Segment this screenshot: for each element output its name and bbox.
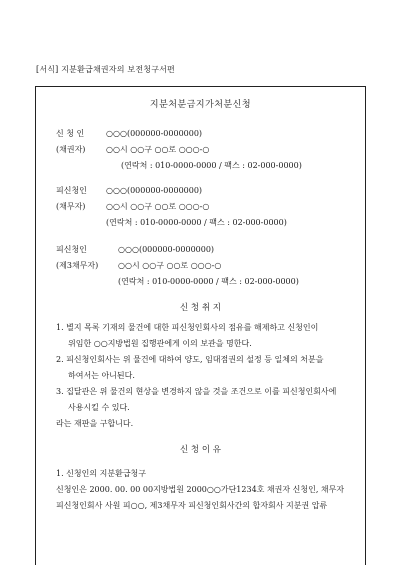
party-role-sub: (제3채무자) <box>56 261 99 270</box>
party-contact: (연락처 : 010-0000-0000 / 팩스 : 02-000-0000) <box>106 218 287 227</box>
party-role: 피신청인 <box>56 186 87 195</box>
party-address: ○○시 ○○구 ○○로 ○○○-○ <box>106 202 210 211</box>
reason-line: 피신청인회사 사원 피○○, 제3채무자 피신청인회사간의 합자회사 지분권 압류 <box>56 501 328 510</box>
party-contact: (연락처 : 010-0000-0000 / 팩스 : 02-000-0000) <box>121 161 302 170</box>
purpose-line: 라는 재판을 구합니다. <box>56 419 134 428</box>
purpose-line: 1. 별지 목록 기재의 물건에 대한 피신청인회사의 점유를 해제하고 신청인이 <box>56 323 319 332</box>
party-address: ○○시 ○○구 ○○로 ○○○-○ <box>118 261 222 270</box>
purpose-line: 위임한 ○○지방법원 집행관에게 이의 보관을 명한다. <box>68 339 252 348</box>
party-role: 신 청 인 <box>56 129 85 138</box>
party-role: 피신청인 <box>56 245 87 254</box>
party-role-sub: (채무자) <box>56 202 86 211</box>
purpose-line: 하여서는 아니된다. <box>68 371 135 380</box>
party-name: ○○○(000000-0000000) <box>106 129 203 138</box>
purpose-line: 사용시킬 수 있다. <box>68 403 130 412</box>
purpose-line: 3. 집달관은 위 물건의 현상을 변경하지 않을 것을 조건으로 이를 피신청인회사에 <box>56 387 337 396</box>
reason-line: 1. 신청인의 지분환급청구 <box>56 469 146 478</box>
section-heading-purpose: 신 청 취 지 <box>180 303 221 313</box>
party-role-sub: (채권자) <box>56 145 86 154</box>
party-name: ○○○(000000-0000000) <box>118 245 215 254</box>
section-heading-reason: 신 청 이 유 <box>180 445 221 455</box>
party-name: ○○○(000000-0000000) <box>106 186 203 195</box>
form-header-label: [서식] 지분환급채권자의 보전청구서편 <box>36 65 175 74</box>
reason-line: 신청인은 2000. 00. 00 00지방법원 2000○○가단1234호 채권자 신청인, 채무자 <box>56 485 345 494</box>
purpose-line: 2. 피신청인회사는 위 물건에 대하여 양도, 임대점권의 설정 등 일체의 처분을 <box>56 355 324 364</box>
document-title: 지분처분금지가처분신청 <box>149 100 252 110</box>
document-frame <box>35 86 366 565</box>
party-contact: (연락처 : 010-0000-0000 / 팩스 : 02-000-0000) <box>118 277 299 286</box>
party-address: ○○시 ○○구 ○○로 ○○○-○ <box>106 145 210 154</box>
